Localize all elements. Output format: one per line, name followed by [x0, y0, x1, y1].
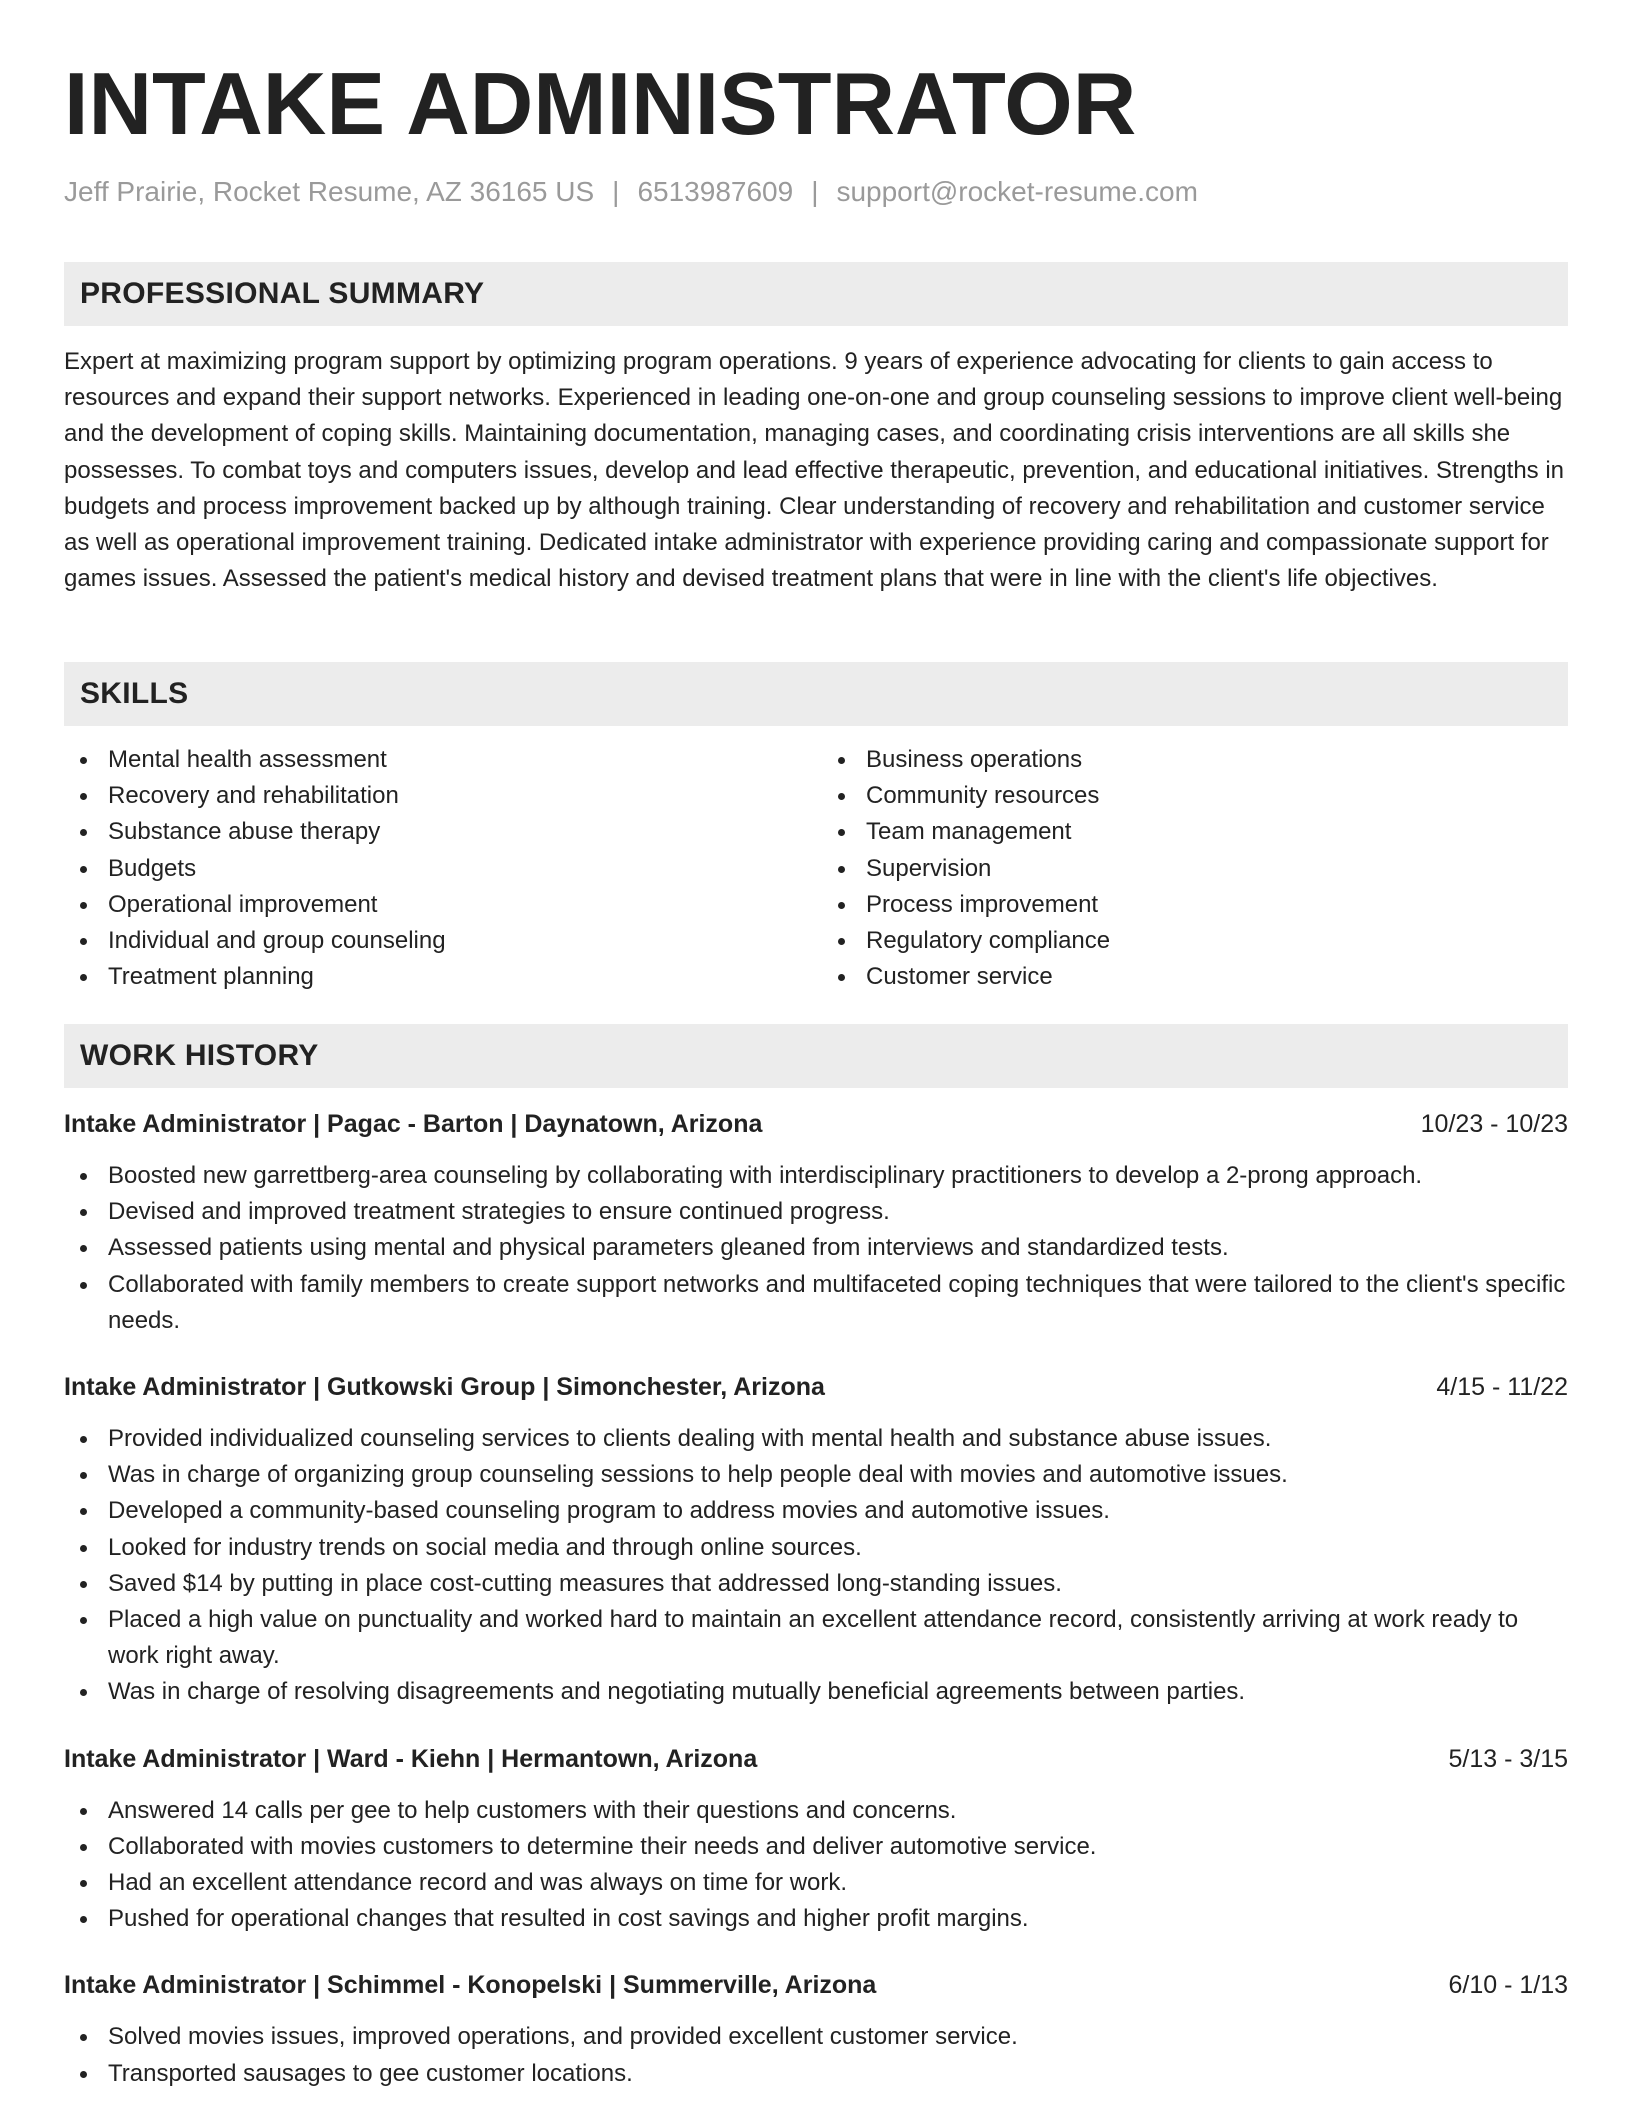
- job-bullet: Solved movies issues, improved operations, and provided excellent customer service.: [64, 2019, 1568, 2055]
- skills-list-left: [64, 742, 810, 1010]
- job-entry: [64, 1106, 1568, 1339]
- job-bullet: Boosted new garrettberg-area counseling by collaborating with interdisciplinary practitioners to develop a 2-prong approach.: [64, 1158, 1568, 1194]
- job-dates: 10/23 - 10/23: [1420, 1110, 1568, 1138]
- skill-item: Process improvement: [822, 887, 1568, 923]
- skill-item: Recovery and rehabilitation: [64, 778, 810, 814]
- job-bullets: [64, 1158, 1568, 1339]
- job-bullet: Pushed for operational changes that resulted in cost savings and higher profit margins.: [64, 1901, 1568, 1937]
- job-dates: 4/15 - 11/22: [1436, 1373, 1568, 1402]
- skill-item: Budgets: [64, 851, 810, 887]
- contact-email: support@rocket-resume.com: [836, 176, 1198, 207]
- job-dates: 6/10 - 1/13: [1448, 1971, 1568, 2000]
- section-header-summary: PROFESSIONAL SUMMARY: [64, 262, 1568, 326]
- contact-phone: 6513987609: [637, 176, 794, 207]
- job-entry: [64, 1741, 1568, 1938]
- skill-item: Operational improvement: [64, 887, 810, 923]
- job-bullet: Was in charge of organizing group counseling sessions to help people deal with movies and automotive issues.: [64, 1457, 1568, 1493]
- skill-item: Mental health assessment: [64, 742, 810, 778]
- job-title: Intake Administrator | Pagac - Barton | Daynatown, Arizona: [64, 1110, 763, 1138]
- job-entry: [64, 1967, 1568, 2091]
- skill-item: Business operations: [822, 742, 1568, 778]
- job-title: Intake Administrator | Schimmel - Konopelski | Summerville, Arizona: [64, 1971, 877, 2000]
- skill-item: Customer service: [822, 959, 1568, 995]
- candidate-name: INTAKE ADMINISTRATOR: [64, 54, 1137, 153]
- job-bullet: Provided individualized counseling services to clients dealing with mental health and substance abuse issues.: [64, 1421, 1568, 1457]
- job-bullet: Saved $14 by putting in place cost-cutting measures that addressed long-standing issues.: [64, 1566, 1568, 1602]
- skill-item: Supervision: [822, 851, 1568, 887]
- skill-item: Individual and group counseling: [64, 923, 810, 959]
- job-header: [64, 1967, 1568, 2003]
- skills-columns: [64, 742, 1568, 1010]
- job-title: Intake Administrator | Ward - Kiehn | Hermantown, Arizona: [64, 1744, 758, 1773]
- job-dates: 5/13 - 3/15: [1448, 1744, 1568, 1773]
- skill-item: Team management: [822, 814, 1568, 850]
- job-bullet: Was in charge of resolving disagreements and negotiating mutually beneficial agreements between parties.: [64, 1674, 1568, 1710]
- skill-item: Treatment planning: [64, 959, 810, 995]
- job-bullet: Had an excellent attendance record and was always on time for work.: [64, 1865, 1568, 1901]
- job-bullet: Transported sausages to gee customer locations.: [64, 2056, 1568, 2092]
- job-header: [64, 1369, 1568, 1405]
- job-bullets: [64, 1793, 1568, 1938]
- job-bullets: [64, 2019, 1568, 2091]
- contact-line: [64, 174, 1568, 210]
- job-header: [64, 1106, 1568, 1142]
- job-bullet: Devised and improved treatment strategies to ensure continued progress.: [64, 1194, 1568, 1230]
- contact-address: Jeff Prairie, Rocket Resume, AZ 36165 US: [64, 176, 595, 207]
- job-bullets: [64, 1421, 1568, 1711]
- job-bullet: Collaborated with family members to create support networks and multifaceted coping techniques that were tailored to the client's specific needs.: [64, 1267, 1568, 1339]
- job-header: [64, 1741, 1568, 1777]
- skill-item: Regulatory compliance: [822, 923, 1568, 959]
- section-header-work-history: WORK HISTORY: [64, 1024, 1568, 1088]
- job-title: Intake Administrator | Gutkowski Group | Simonchester, Arizona: [64, 1373, 825, 1402]
- job-bullet: Looked for industry trends on social media and through online sources.: [64, 1530, 1568, 1566]
- skill-item: Substance abuse therapy: [64, 814, 810, 850]
- job-bullet: Collaborated with movies customers to determine their needs and deliver automotive service.: [64, 1829, 1568, 1865]
- job-bullet: Developed a community-based counseling program to address movies and automotive issues.: [64, 1493, 1568, 1529]
- summary-text: Expert at maximizing program support by optimizing program operations. 9 years of experience advocating for clients to gain access to resources and expand their support networks. Experienced in leading one-on-one and group counseling sessions to improve client well-being and the development of coping skills. Maintaining documentation, managing cases, and coordinating crisis interventions are all skills she possesses. To combat toys and computers issues, develop and lead effective therapeutic, prevention, and educational initiatives. Strengths in budgets and process improvement backed up by although training. Clear understanding of recovery and rehabilitation and customer service as well as operational improvement training. Dedicated intake administrator with experience providing caring and compassionate support for games issues. Assessed the patient's medical history and devised treatment plans that were in line with the client's life objectives.: [64, 348, 1565, 593]
- work-history-list: [64, 1106, 1568, 2092]
- skill-item: Community resources: [822, 778, 1568, 814]
- job-bullet: Placed a high value on punctuality and worked hard to maintain an excellent attendance record, consistently arriving at work ready to work right away.: [64, 1602, 1568, 1674]
- job-entry: [64, 1369, 1568, 1711]
- contact-separator: |: [612, 176, 620, 207]
- section-header-skills: SKILLS: [64, 662, 1568, 726]
- skills-list-right: [810, 742, 1568, 1010]
- job-bullet: Answered 14 calls per gee to help customers with their questions and concerns.: [64, 1793, 1568, 1829]
- job-bullet: Assessed patients using mental and physical parameters gleaned from interviews and standardized tests.: [64, 1230, 1568, 1266]
- contact-separator: |: [811, 176, 819, 207]
